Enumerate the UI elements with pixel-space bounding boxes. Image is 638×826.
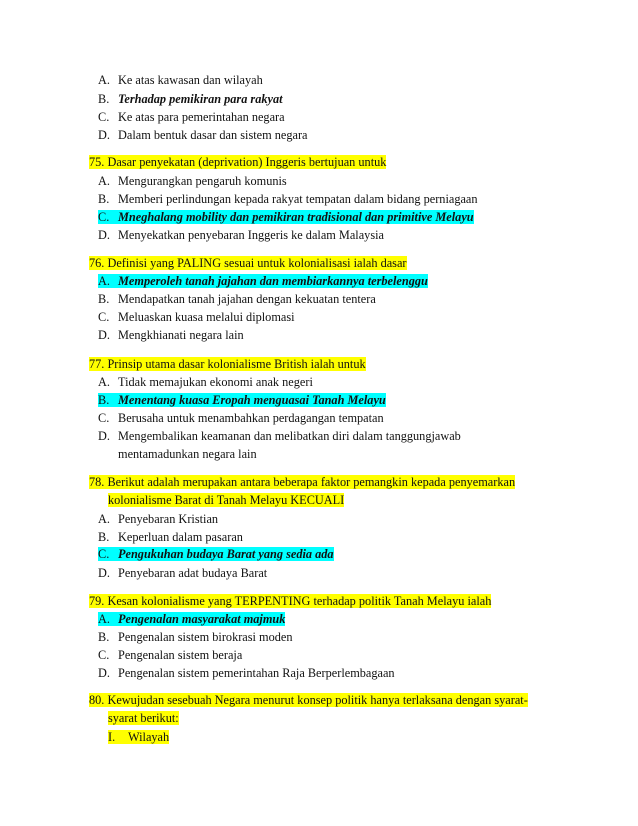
option-text: Ke atas kawasan dan wilayah xyxy=(118,73,263,87)
question-78-continuation: kolonialisme Barat di Tanah Melayu KECUALI xyxy=(108,493,345,507)
option-77-d: D. Mengembalikan keamanan dan melibatkan diri dalam tanggungjawab xyxy=(98,429,461,443)
option-78-a: A. Penyebaran Kristian xyxy=(98,512,219,526)
option-78-d: D. Penyebaran adat budaya Barat xyxy=(98,566,268,580)
question-80: 80. Kewujudan sesebuah Negara menurut konsep politik hanya terlaksana dengan syarat- xyxy=(89,693,528,707)
question-78: 78. Berikut adalah merupakan antara beberapa faktor pemangkin kepada penyemarkan xyxy=(89,475,516,489)
question-77: 77. Prinsip utama dasar kolonialisme British ialah untuk xyxy=(89,357,366,371)
option-75-a: A. Mengurangkan pengaruh komunis xyxy=(98,174,287,188)
question-75: 75. Dasar penyekatan (deprivation) Inggeris bertujuan untuk xyxy=(89,155,387,169)
option-80-i: I. Wilayah xyxy=(108,730,170,744)
option-75-d: D. Menyekatkan penyebaran Inggeris ke dalam Malaysia xyxy=(98,228,384,242)
option-78-c: C. Pengukuhan budaya Barat yang sedia ada xyxy=(98,547,334,561)
option-79-a: A. Pengenalan masyarakat majmuk xyxy=(98,612,286,626)
option-77-a: A. Tidak memajukan ekonomi anak negeri xyxy=(98,375,313,389)
option-text: Dalam bentuk dasar dan sistem negara xyxy=(118,128,308,142)
option-75-b: B. Memberi perlindungan kepada rakyat tempatan dalam bidang perniagaan xyxy=(98,192,478,206)
option-74-a: A. Ke atas kawasan dan wilayah xyxy=(98,73,263,87)
question-79: 79. Kesan kolonialisme yang TERPENTING terhadap politik Tanah Melayu ialah xyxy=(89,594,492,608)
option-76-d: D. Mengkhianati negara lain xyxy=(98,328,244,342)
option-text-answer: Terhadap pemikiran para rakyat xyxy=(118,92,283,106)
option-76-c: C. Meluaskan kuasa melalui diplomasi xyxy=(98,310,295,324)
option-74-d: D. Dalam bentuk dasar dan sistem negara xyxy=(98,128,308,142)
option-77-d-continuation: mentamadunkan negara lain xyxy=(118,447,257,461)
option-text: Ke atas para pemerintahan negara xyxy=(118,110,285,124)
question-76: 76. Definisi yang PALING sesuai untuk kolonialisasi ialah dasar xyxy=(89,256,407,270)
option-74-c: C. Ke atas para pemerintahan negara xyxy=(98,110,285,124)
option-75-c: C. Mneghalang mobility dan pemikiran tradisional dan primitive Melayu xyxy=(98,210,474,224)
option-79-b: B. Pengenalan sistem birokrasi moden xyxy=(98,630,293,644)
option-77-b: B. Menentang kuasa Eropah menguasai Tanah Melayu xyxy=(98,393,386,407)
option-79-d: D. Pengenalan sistem pemerintahan Raja Berperlembagaan xyxy=(98,666,395,680)
option-76-b: B. Mendapatkan tanah jajahan dengan kekuatan tentera xyxy=(98,292,376,306)
option-79-c: C. Pengenalan sistem beraja xyxy=(98,648,243,662)
option-78-b: B. Keperluan dalam pasaran xyxy=(98,530,243,544)
option-74-b: B. Terhadap pemikiran para rakyat xyxy=(98,92,283,106)
option-77-c: C. Berusaha untuk menambahkan perdagangan tempatan xyxy=(98,411,384,425)
question-80-continuation: syarat berikut: xyxy=(108,711,179,725)
option-76-a: A. Memperoleh tanah jajahan dan membiarkannya terbelenggu xyxy=(98,274,428,288)
